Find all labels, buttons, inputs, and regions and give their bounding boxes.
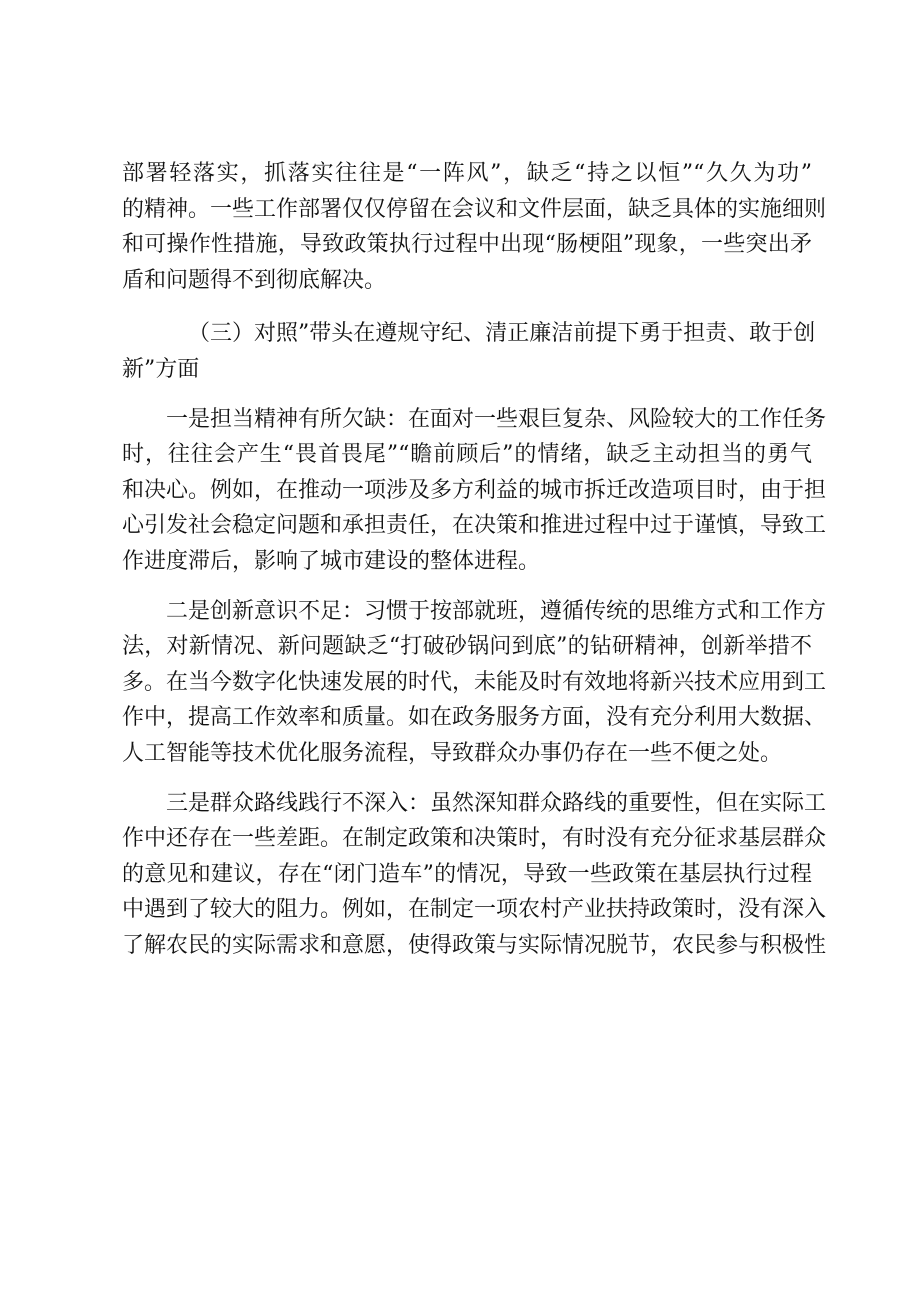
heading-line: （三）对照”带头在遵规守纪、清正廉洁前提下勇于担责、敢于创 <box>188 321 816 347</box>
heading-line: 新”方面 <box>122 356 200 382</box>
document-page <box>122 156 827 963</box>
text-line: 和决心。例如，在推动一项涉及多方利益的城市拆迁改造项目时，由于担 <box>122 477 827 503</box>
paragraph-innovation <box>122 594 827 772</box>
text-line: 时，往往会产生“畏首畏尾”“瞻前顾后”的情绪，缺乏主动担当的勇气 <box>122 442 812 468</box>
text-line: 盾和问题得不到彻底解决。 <box>122 267 387 293</box>
paragraph-mass-line <box>122 786 827 964</box>
text-line: 作中，提高工作效率和质量。如在政务服务方面，没有充分利用大数据、 <box>122 705 827 731</box>
text-line: 了解农民的实际需求和意愿，使得政策与实际情况脱节，农民参与积极性 <box>122 932 827 958</box>
text-line: 三是群众路线践行不深入：虽然深知群众路线的重要性，但在实际工 <box>166 790 827 816</box>
paragraph-responsibility <box>122 402 827 580</box>
text-line: 和可操作性措施，导致政策执行过程中出现“肠梗阻”现象，一些突出矛 <box>122 232 812 258</box>
text-line: 作中还存在一些差距。在制定政策和决策时，有时没有充分征求基层群众 <box>122 826 827 852</box>
paragraph-continuation <box>122 156 827 298</box>
text-line: 二是创新意识不足：习惯于按部就班，遵循传统的思维方式和工作方 <box>166 598 827 624</box>
section-heading <box>122 316 816 387</box>
text-line: 一是担当精神有所欠缺：在面对一些艰巨复杂、风险较大的工作任务 <box>166 406 827 432</box>
text-line: 心引发社会稳定问题和承担责任，在决策和推进过程中过于谨慎，导致工 <box>122 513 827 539</box>
text-line: 人工智能等技术优化服务流程，导致群众办事仍存在一些不便之处。 <box>122 740 783 766</box>
text-line: 部署轻落实，抓落实往往是“一阵风”，缺乏“持之以恒”“久久为功” <box>122 161 812 186</box>
text-line: 多。在当今数字化快速发展的时代，未能及时有效地将新兴技术应用到工 <box>122 669 827 695</box>
text-line: 的精神。一些工作部署仅仅停留在会议和文件层面，缺乏具体的实施细则 <box>122 196 827 222</box>
text-line: 中遇到了较大的阻力。例如，在制定一项农村产业扶持政策时，没有深入 <box>122 897 827 923</box>
text-line: 法，对新情况、新问题缺乏“打破砂锅问到底”的钻研精神，创新举措不 <box>122 634 812 660</box>
text-line: 作进度滞后，影响了城市建设的整体进程。 <box>122 548 541 574</box>
text-line: 的意见和建议，存在“闭门造车”的情况，导致一些政策在基层执行过程 <box>122 861 812 887</box>
